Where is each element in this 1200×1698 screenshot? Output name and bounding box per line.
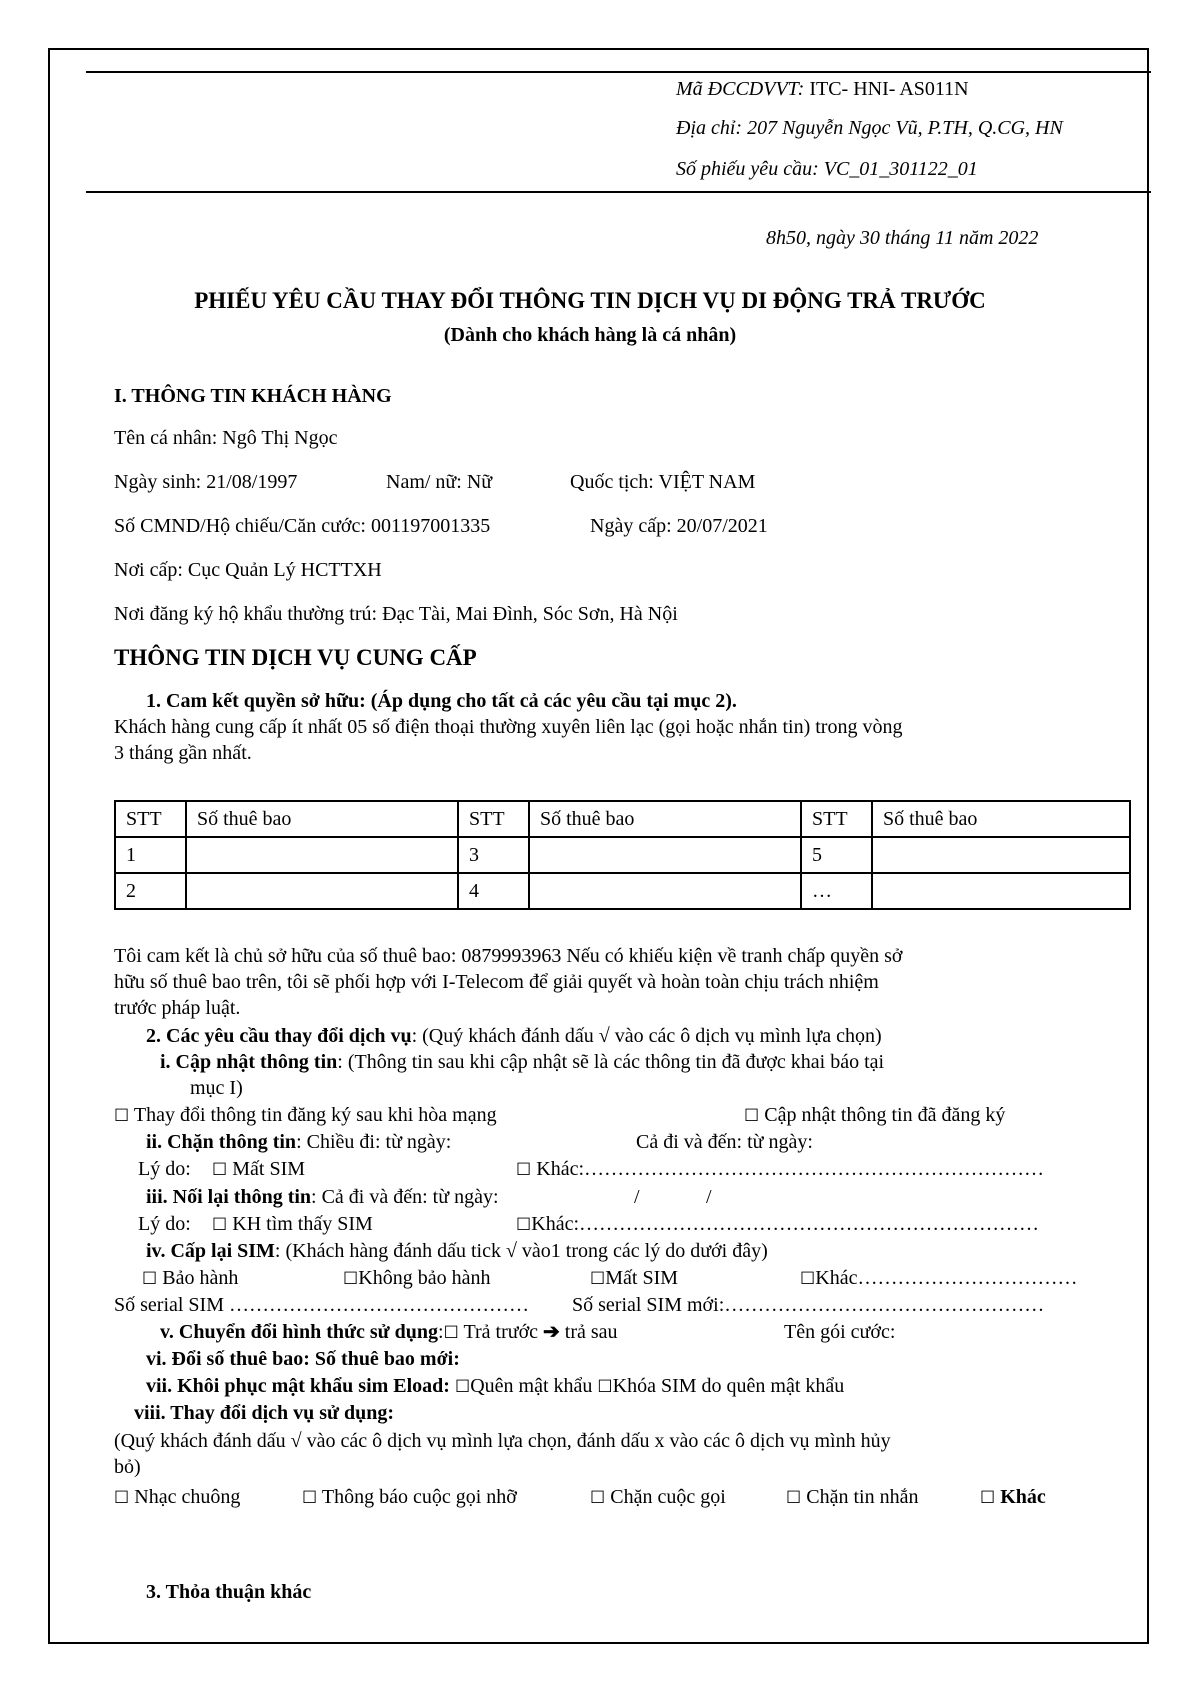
- phone-number-input[interactable]: [529, 837, 801, 873]
- request-number-value: VC_01_301122_01: [823, 158, 978, 180]
- phone-number-input[interactable]: [529, 873, 801, 909]
- serial-field[interactable]: [114, 1294, 529, 1317]
- section-customer-heading: I. THÔNG TIN KHÁCH HÀNG: [114, 385, 392, 407]
- arrow-right-icon: ➔: [543, 1321, 560, 1343]
- plan-name-label: Tên gói cước:: [784, 1321, 896, 1343]
- header-request-number: [676, 158, 978, 181]
- option-label: trả sau: [564, 1321, 618, 1343]
- table-header-cell: STT: [115, 801, 186, 837]
- code-label: Mã ĐCCDVVT:: [676, 78, 805, 100]
- option-label: Thông báo cuộc gọi nhỡ: [321, 1486, 517, 1508]
- option-label: Thay đổi thông tin đăng ký sau khi hòa mạng: [133, 1104, 497, 1126]
- table-header-row: [115, 801, 1130, 837]
- serial-new-label: Số serial SIM mới:: [572, 1294, 725, 1316]
- ownership-text-line1: Khách hàng cung cấp ít nhất 05 số điện thoại thường xuyên liên lạc (gọi hoặc nhắn tin) trong vòng: [114, 716, 903, 738]
- request-number-label: Số phiếu yêu cầu:: [676, 158, 819, 180]
- option-label: Bảo hành: [162, 1267, 239, 1289]
- code-value: ITC- HNI- AS011N: [809, 78, 969, 100]
- option-label: KH tìm thấy SIM: [232, 1213, 373, 1235]
- checkbox-icon[interactable]: ☐: [980, 1488, 996, 1508]
- checkbox-icon[interactable]: ☐: [142, 1269, 158, 1289]
- header-top-rule: [86, 71, 1151, 73]
- form-title: PHIẾU YÊU CẦU THAY ĐỔI THÔNG TIN DỊCH VỤ DI ĐỘNG TRẢ TRƯỚC: [194, 288, 986, 313]
- checkbox-icon[interactable]: ☐: [516, 1160, 532, 1180]
- option-service-other[interactable]: [980, 1486, 1046, 1509]
- option-label: Khác: [815, 1267, 858, 1289]
- option-reconnect-other[interactable]: [516, 1213, 1039, 1236]
- phone-number-input[interactable]: [186, 873, 458, 909]
- reconnect-title: iii. Nối lại thông tin: [146, 1186, 312, 1208]
- table-header-cell: Số thuê bao: [529, 801, 801, 837]
- block-info-both: Cả đi và đến: từ ngày:: [636, 1131, 813, 1153]
- checkbox-icon[interactable]: ☐: [212, 1215, 228, 1235]
- checkbox-icon[interactable]: ☐: [212, 1160, 228, 1180]
- option-label: Chặn cuộc gọi: [610, 1486, 726, 1508]
- phone-number-input[interactable]: [872, 873, 1130, 909]
- phone-number-table: [114, 800, 1131, 910]
- reissue-sim-note: : (Khách hàng đánh dấu tick √ vào1 trong các lý do dưới đây): [274, 1240, 768, 1262]
- option-warranty[interactable]: [142, 1267, 238, 1290]
- checkbox-icon[interactable]: ☐: [590, 1488, 606, 1508]
- option-label: Trả trước: [463, 1321, 539, 1343]
- checkbox-icon[interactable]: ☐: [744, 1106, 760, 1126]
- option-update-registered[interactable]: [744, 1104, 1005, 1127]
- option-label: Khác:: [531, 1213, 580, 1235]
- phone-number-input[interactable]: [186, 837, 458, 873]
- table-header-cell: STT: [458, 801, 529, 837]
- option-label: Khác: [1000, 1486, 1046, 1508]
- date-line: 8h50, ngày 30 tháng 11 năm 2022: [766, 227, 1039, 249]
- checkbox-icon[interactable]: ☐: [516, 1215, 532, 1235]
- customer-gender: Nam/ nữ: Nữ: [386, 471, 493, 493]
- reconnect-reason-label: Lý do:: [138, 1213, 191, 1235]
- header-address: Địa chỉ: 207 Nguyễn Ngọc Vũ, P.TH, Q.CG, HN: [676, 117, 1063, 139]
- commit-line1: Tôi cam kết là chủ sở hữu của số thuê bao: 0879993963 Nếu có khiếu kiện về tranh chấp quyền sở: [114, 945, 903, 967]
- date-slash: /: [634, 1186, 640, 1208]
- fill-dots: ………………………………………: [229, 1294, 529, 1316]
- form-subtitle: (Dành cho khách hàng là cá nhân): [443, 324, 737, 346]
- checkbox-icon[interactable]: ☐: [786, 1488, 802, 1508]
- convert-plan-row: [160, 1321, 618, 1344]
- table-cell: 1: [115, 837, 186, 873]
- checkbox-icon[interactable]: ☐: [114, 1106, 130, 1126]
- table-cell: 4: [458, 873, 529, 909]
- change-service-heading: viii. Thay đổi dịch vụ sử dụng:: [134, 1402, 395, 1424]
- change-service-note1: (Quý khách đánh dấu √ vào các ô dịch vụ mình lựa chọn, đánh dấu x vào các ô dịch vụ mình hủy: [114, 1430, 891, 1452]
- change-number-row: vi. Đổi số thuê bao: Số thuê bao mới:: [146, 1348, 460, 1370]
- table-header-cell: Số thuê bao: [872, 801, 1130, 837]
- header-code: [676, 78, 969, 101]
- fill-dots: ……………………………………………………………: [584, 1158, 1045, 1180]
- table-cell: 3: [458, 837, 529, 873]
- table-header-cell: STT: [801, 801, 872, 837]
- checkbox-icon[interactable]: ☐: [114, 1488, 130, 1508]
- customer-id-number: Số CMND/Hộ chiếu/Căn cước: 001197001335: [114, 515, 491, 537]
- reissue-sim-title: iv. Cấp lại SIM: [146, 1240, 275, 1262]
- update-info-note: : (Thông tin sau khi cập nhật sẽ là các thông tin đã được khai báo tại: [337, 1051, 885, 1073]
- customer-id-issue-date: Ngày cấp: 20/07/2021: [590, 515, 768, 537]
- ownership-commit-heading: 1. Cam kết quyền sở hữu: (Áp dụng cho tất cả các yêu cầu tại mục 2).: [146, 690, 737, 712]
- checkbox-icon[interactable]: ☐: [454, 1377, 471, 1397]
- checkbox-icon[interactable]: ☐: [590, 1269, 606, 1289]
- option-label: Mất SIM: [232, 1158, 306, 1180]
- option-label: Chặn tin nhắn: [806, 1486, 919, 1508]
- checkbox-icon[interactable]: ☐: [800, 1269, 816, 1289]
- customer-name: Tên cá nhân: Ngô Thị Ngọc: [114, 427, 338, 449]
- option-label: Không bảo hành: [358, 1267, 491, 1289]
- table-cell: 2: [115, 873, 186, 909]
- checkbox-icon[interactable]: ☐: [597, 1377, 613, 1397]
- reconnect-note: : Cả đi và đến: từ ngày:: [311, 1186, 499, 1208]
- checkbox-icon[interactable]: ☐: [302, 1488, 318, 1508]
- change-service-note2: bỏ): [114, 1456, 141, 1478]
- table-header-cell: Số thuê bao: [186, 801, 458, 837]
- fill-dots: ……………………………………………………………: [579, 1213, 1040, 1235]
- option-no-warranty[interactable]: [343, 1267, 490, 1290]
- fill-dots: …………………………………………: [724, 1294, 1045, 1316]
- block-info-outgoing: : Chiều đi: từ ngày:: [296, 1131, 452, 1153]
- change-requests-note: : (Quý khách đánh dấu √ vào các ô dịch vụ mình lựa chọn): [411, 1025, 882, 1047]
- option-reissue-other[interactable]: [800, 1267, 1077, 1290]
- date-slash: /: [706, 1186, 712, 1208]
- table-cell: …: [801, 873, 872, 909]
- checkbox-icon[interactable]: ☐: [443, 1323, 459, 1343]
- option-label: Quên mật khẩu: [470, 1375, 593, 1397]
- colon: :: [438, 1321, 444, 1343]
- customer-dob: Ngày sinh: 21/08/1997: [114, 471, 298, 493]
- serial-label: Số serial SIM: [114, 1294, 224, 1316]
- block-info-row: [146, 1131, 451, 1154]
- block-info-title: ii. Chặn thông tin: [146, 1131, 297, 1153]
- commit-line2: hữu số thuê bao trên, tôi sẽ phối hợp với I-Telecom để giải quyết và hoàn toàn chịu trách nhiệm: [114, 971, 879, 993]
- commit-line3: trước pháp luật.: [114, 997, 241, 1019]
- table-row: [115, 837, 1130, 873]
- option-label: Nhạc chuông: [134, 1486, 241, 1508]
- table-row: [115, 873, 1130, 909]
- reissue-sim-row: [146, 1240, 768, 1263]
- update-info-title: i. Cập nhật thông tin: [160, 1051, 338, 1073]
- update-info-note-cont: mục I): [190, 1077, 243, 1099]
- convert-plan-title: v. Chuyển đổi hình thức sử dụng: [160, 1321, 439, 1343]
- update-info-row: [160, 1051, 884, 1074]
- change-requests-heading: [146, 1025, 882, 1048]
- option-block-sms[interactable]: [786, 1486, 918, 1509]
- option-label: Khóa SIM do quên mật khẩu: [612, 1375, 845, 1397]
- option-block-other[interactable]: [516, 1158, 1044, 1181]
- recover-password-row: [146, 1375, 844, 1398]
- option-label: Khác:: [536, 1158, 585, 1180]
- option-missed-call[interactable]: [302, 1486, 517, 1509]
- option-change-registration[interactable]: [114, 1104, 497, 1127]
- option-label: Cập nhật thông tin đã đăng ký: [764, 1104, 1006, 1126]
- customer-residence: Nơi đăng ký hộ khẩu thường trú: Đạc Tài, Mai Đình, Sóc Sơn, Hà Nội: [114, 603, 678, 625]
- change-requests-title: 2. Các yêu cầu thay đổi dịch vụ: [146, 1025, 412, 1047]
- ownership-text-line2: 3 tháng gần nhất.: [114, 742, 252, 764]
- recover-password-title: vii. Khôi phục mật khẩu sim Eload:: [146, 1375, 450, 1397]
- checkbox-icon[interactable]: ☐: [343, 1269, 359, 1289]
- section-service-heading: THÔNG TIN DỊCH VỤ CUNG CẤP: [114, 645, 477, 670]
- block-reason-label: Lý do:: [138, 1158, 191, 1180]
- option-lost-sim[interactable]: [212, 1158, 305, 1181]
- customer-id-issuer: Nơi cấp: Cục Quản Lý HCTTXH: [114, 559, 382, 581]
- other-agreement-heading: 3. Thỏa thuận khác: [146, 1581, 312, 1603]
- option-block-calls[interactable]: [590, 1486, 726, 1509]
- fill-dots: ……………………………: [857, 1267, 1078, 1289]
- option-label: Mất SIM: [605, 1267, 679, 1289]
- table-cell: 5: [801, 837, 872, 873]
- phone-number-input[interactable]: [872, 837, 1130, 873]
- option-reissue-lost-sim[interactable]: [590, 1267, 678, 1290]
- serial-new-field[interactable]: [572, 1294, 1044, 1317]
- header-bottom-rule: [86, 191, 1151, 193]
- option-ringtone[interactable]: [114, 1486, 240, 1509]
- option-found-sim[interactable]: [212, 1213, 373, 1236]
- reconnect-row: [146, 1186, 499, 1209]
- customer-nationality: Quốc tịch: VIỆT NAM: [570, 471, 756, 493]
